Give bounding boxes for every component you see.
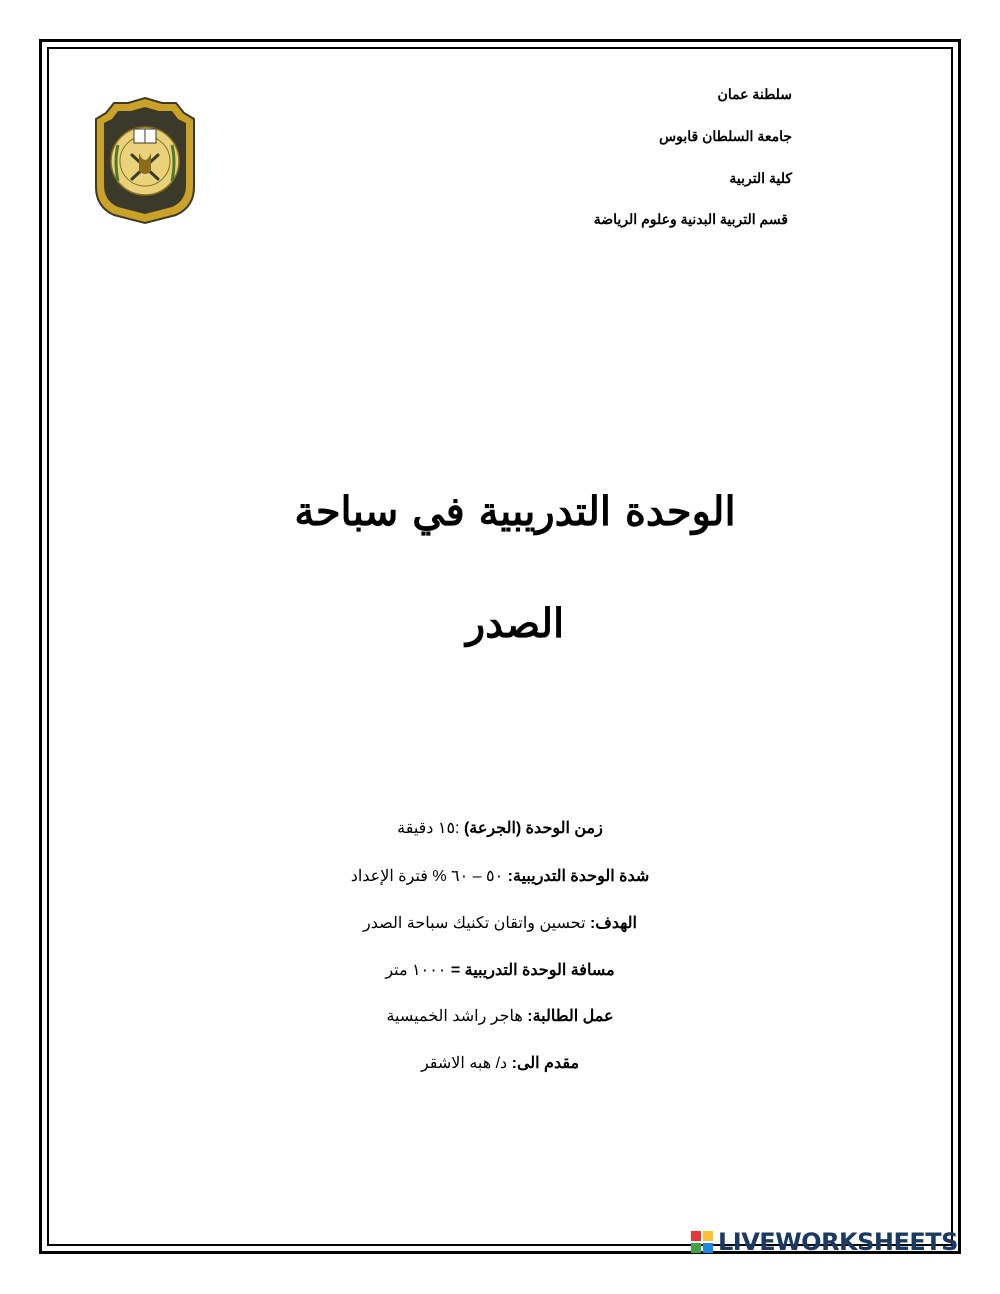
document-title-line-1: الوحدة التدريبية في سباحة xyxy=(294,488,736,535)
header-country: سلطنة عمان xyxy=(717,86,792,102)
submitted-to-value: د/ هبه الاشقر xyxy=(420,1055,508,1072)
intensity-line xyxy=(250,866,750,886)
student-line xyxy=(250,1006,750,1026)
header-university: جامعة السلطان قابوس xyxy=(659,128,792,144)
distance-line xyxy=(250,960,750,980)
brand-text: LIVEWORKSHEETS xyxy=(718,1228,958,1256)
student-value: هاجر راشد الخميسية xyxy=(386,1008,523,1025)
intensity-value: ٥٠ – ٦٠ % فترة الإعداد xyxy=(350,868,504,885)
submitted-to-line xyxy=(250,1053,750,1073)
header-department: قسم التربية البدنية وعلوم الرياضة xyxy=(593,211,788,227)
document-title-line-2: الصدر xyxy=(465,600,565,647)
duration-label: زمن الوحدة (الجرعة) xyxy=(463,820,603,837)
goal-value: تحسين واتقان تكنيك سباحة الصدر xyxy=(363,915,586,932)
liveworksheets-brand[interactable] xyxy=(690,1227,990,1257)
goal-label: الهدف: xyxy=(589,915,637,932)
duration-line xyxy=(250,818,750,838)
liveworksheets-logo-icon xyxy=(690,1230,714,1254)
distance-value: ١٠٠٠ متر xyxy=(385,962,447,979)
intensity-label: شدة الوحدة التدريبية: xyxy=(507,868,650,885)
duration-value: :١٥ دقيقة xyxy=(397,820,460,837)
header-college: كلية التربية xyxy=(729,170,792,186)
student-label: عمل الطالبة: xyxy=(527,1008,614,1025)
distance-label: مسافة الوحدة التدريبية = xyxy=(450,962,615,979)
goal-line xyxy=(250,913,750,933)
submitted-to-label: مقدم الى: xyxy=(511,1055,580,1072)
university-emblem-icon xyxy=(92,95,198,225)
